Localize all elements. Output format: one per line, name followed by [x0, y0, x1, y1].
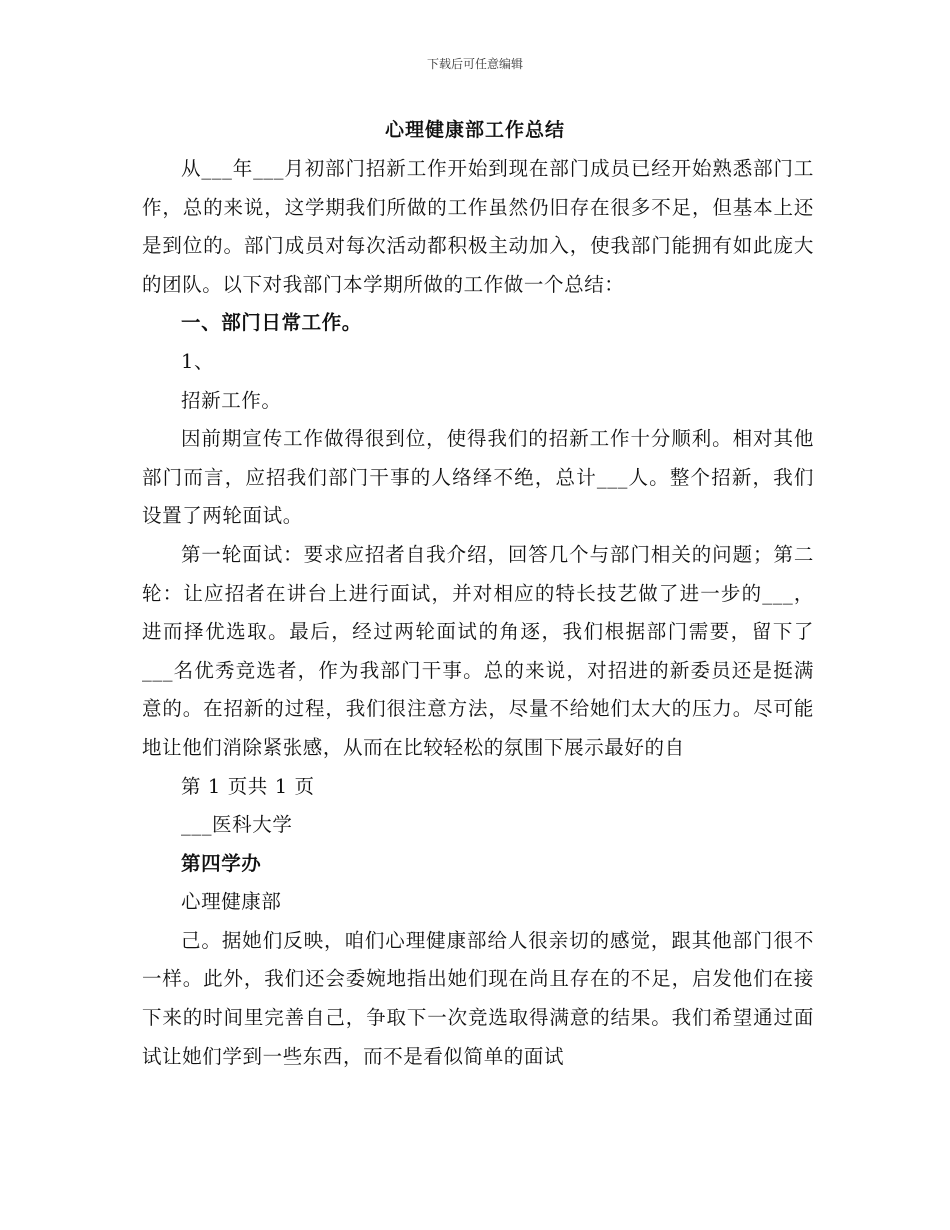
header-note: 下载后可任意编辑: [426, 57, 523, 71]
page-footer: 第 1 页共 1 页: [181, 774, 315, 798]
body-paragraph: 因前期宣传工作做得很到位，使得我们的招新工作十分顺利。相对其他部门而言，应招我们部门干事的人络绎不绝，总计___人。整个招新，我们设置了两轮面试。: [142, 427, 814, 528]
university-name: ___医科大学: [181, 813, 293, 837]
office-name: 第四学办: [181, 851, 262, 875]
item-title: 招新工作。: [181, 388, 282, 412]
body-paragraph: 己。据她们反映，咱们心理健康部给人很亲切的感觉，跟其他部门很不一样。此外，我们还会委婉地指出她们现在尚且存在的不足，启发他们在接下来的时间里完善自己，争取下一次竞选取得满意的结果。我们希望通过面试让她们学到一些东西，而不是看似简单的面试: [142, 928, 814, 1068]
body-paragraph: 第一轮面试：要求应招者自我介绍，回答几个与部门相关的问题；第二轮：让应招者在讲台上进行面试，并对相应的特长技艺做了进一步的___，进而择优选取。最后，经过两轮面试的角逐，我们根据部门需要，留下了___名优秀竞选者，作为我部门干事。总的来说，对招进的新委员还是挺满意的。在招新的过程，我们很注意方法，尽量不给她们太大的压力。尽可能地让他们消除紧张感，从而在比较轻松的氛围下展示最好的自: [142, 542, 814, 759]
document-body: [142, 150, 814, 1076]
intro-paragraph: 从___年___月初部门招新工作开始到现在部门成员已经开始熟悉部门工作，总的来说，这学期我们所做的工作虽然仍旧存在很多不足，但基本上还是到位的。部门成员对每次活动都积极主动加入，使我部门能拥有如此庞大的团队。以下对我部门本学期所做的工作做一个总结：: [142, 157, 814, 296]
section-heading: 一、部门日常工作。: [181, 311, 362, 335]
item-number: 1、: [181, 349, 215, 373]
department-name: 心理健康部: [181, 890, 282, 914]
document-title: 心理健康部工作总结: [384, 119, 565, 141]
